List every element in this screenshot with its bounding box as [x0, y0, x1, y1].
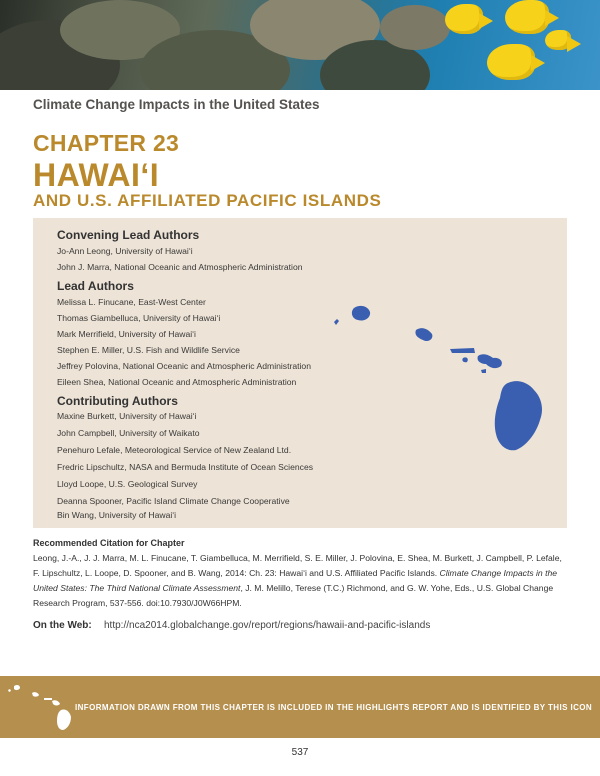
lead-authors-heading: Lead Authors — [57, 279, 134, 293]
contributing-author: Fredric Lipschultz, NASA and Bermuda Institute of Ocean Sciences — [57, 462, 314, 472]
contributing-author: Bin Wang, University of Hawai‘i — [57, 510, 177, 520]
lead-author: Melissa L. Finucane, East-West Center — [57, 297, 206, 307]
lead-author: Eileen Shea, National Oceanic and Atmospheric Administration — [57, 377, 297, 387]
molokai-island — [450, 348, 475, 353]
chapter-number: CHAPTER 23 — [33, 130, 180, 156]
coral-reef-banner-image — [0, 0, 600, 90]
niihau-island — [334, 319, 339, 325]
contributing-authors-heading: Contributing Authors — [57, 394, 178, 408]
maui-island — [478, 354, 502, 368]
contributing-author: Deanna Spooner, Pacific Island Climate Change Cooperative — [57, 496, 290, 506]
citation-text — [33, 551, 565, 611]
hawaiian-islands-map-icon — [328, 298, 568, 458]
highlights-islands-icon — [6, 684, 76, 732]
lead-author: Jeffrey Polovina, National Oceanic and Atmospheric Administration — [57, 361, 311, 371]
hawaii-big-island — [495, 381, 542, 450]
contributing-author: Lloyd Loope, U.S. Geological Survey — [57, 479, 198, 489]
oahu-island — [415, 328, 432, 341]
authors-box — [33, 218, 567, 528]
series-title: Climate Change Impacts in the United States — [33, 97, 320, 112]
citation-text-part2: , J. M. Melillo, Terese (T.C.) Richmond, and G. W. Yohe, Eds., U.S. Global Change Research Program, 537-556. doi:10.7930/J0W66HPM. — [33, 583, 554, 608]
contributing-author: John Campbell, University of Waikato — [57, 428, 200, 438]
chapter-subtitle: AND U.S. AFFILIATED PACIFIC ISLANDS — [33, 191, 382, 210]
convening-author: Jo-Ann Leong, University of Hawai‘i — [57, 246, 193, 256]
page-number: 537 — [291, 747, 309, 758]
contributing-author: Maxine Burkett, University of Hawai‘i — [57, 411, 197, 421]
web-label: On the Web: — [33, 620, 92, 631]
web-link[interactable]: http://nca2014.globalchange.gov/report/regions/hawaii-and-pacific-islands — [104, 620, 431, 631]
citation-label: Recommended Citation for Chapter — [33, 538, 185, 548]
lead-author: Mark Merrifield, University of Hawai‘i — [57, 329, 196, 339]
lead-author: Stephen E. Miller, U.S. Fish and Wildlife Service — [57, 345, 240, 355]
lead-author: Thomas Giambelluca, University of Hawai‘i — [57, 313, 221, 323]
highlights-band — [0, 676, 600, 738]
chapter-title: HAWAI‘I — [33, 157, 160, 193]
citation-text-part1: Leong, J.-A., J. J. Marra, M. L. Finucane, T. Giambelluca, M. Merrifield, S. E. Miller, J. Polovina, E. Shea, M. Burkett, J. Campbell, P. Lefale, F. Lipschultz, L. Loope, D. Spooner, and B. Wang, 2014: Ch. 23: Hawai‘i and U.S. Affiliated Pacific Islands. — [33, 553, 562, 578]
highlights-note: INFORMATION DRAWN FROM THIS CHAPTER IS INCLUDED IN THE HIGHLIGHTS REPORT AND IS IDENTIFIED BY THIS ICON — [75, 703, 593, 712]
citation-report-title: Climate Change Impacts in the United States: The Third National Climate Assessment — [33, 568, 558, 593]
convening-authors-heading: Convening Lead Authors — [57, 228, 200, 242]
kahoolawe-island — [481, 369, 486, 373]
convening-author: John J. Marra, National Oceanic and Atmospheric Administration — [57, 262, 303, 272]
lanai-island — [462, 357, 467, 362]
contributing-author: Penehuro Lefale, Meteorological Service of New Zealand Ltd. — [57, 445, 292, 455]
kauai-island — [352, 306, 370, 321]
